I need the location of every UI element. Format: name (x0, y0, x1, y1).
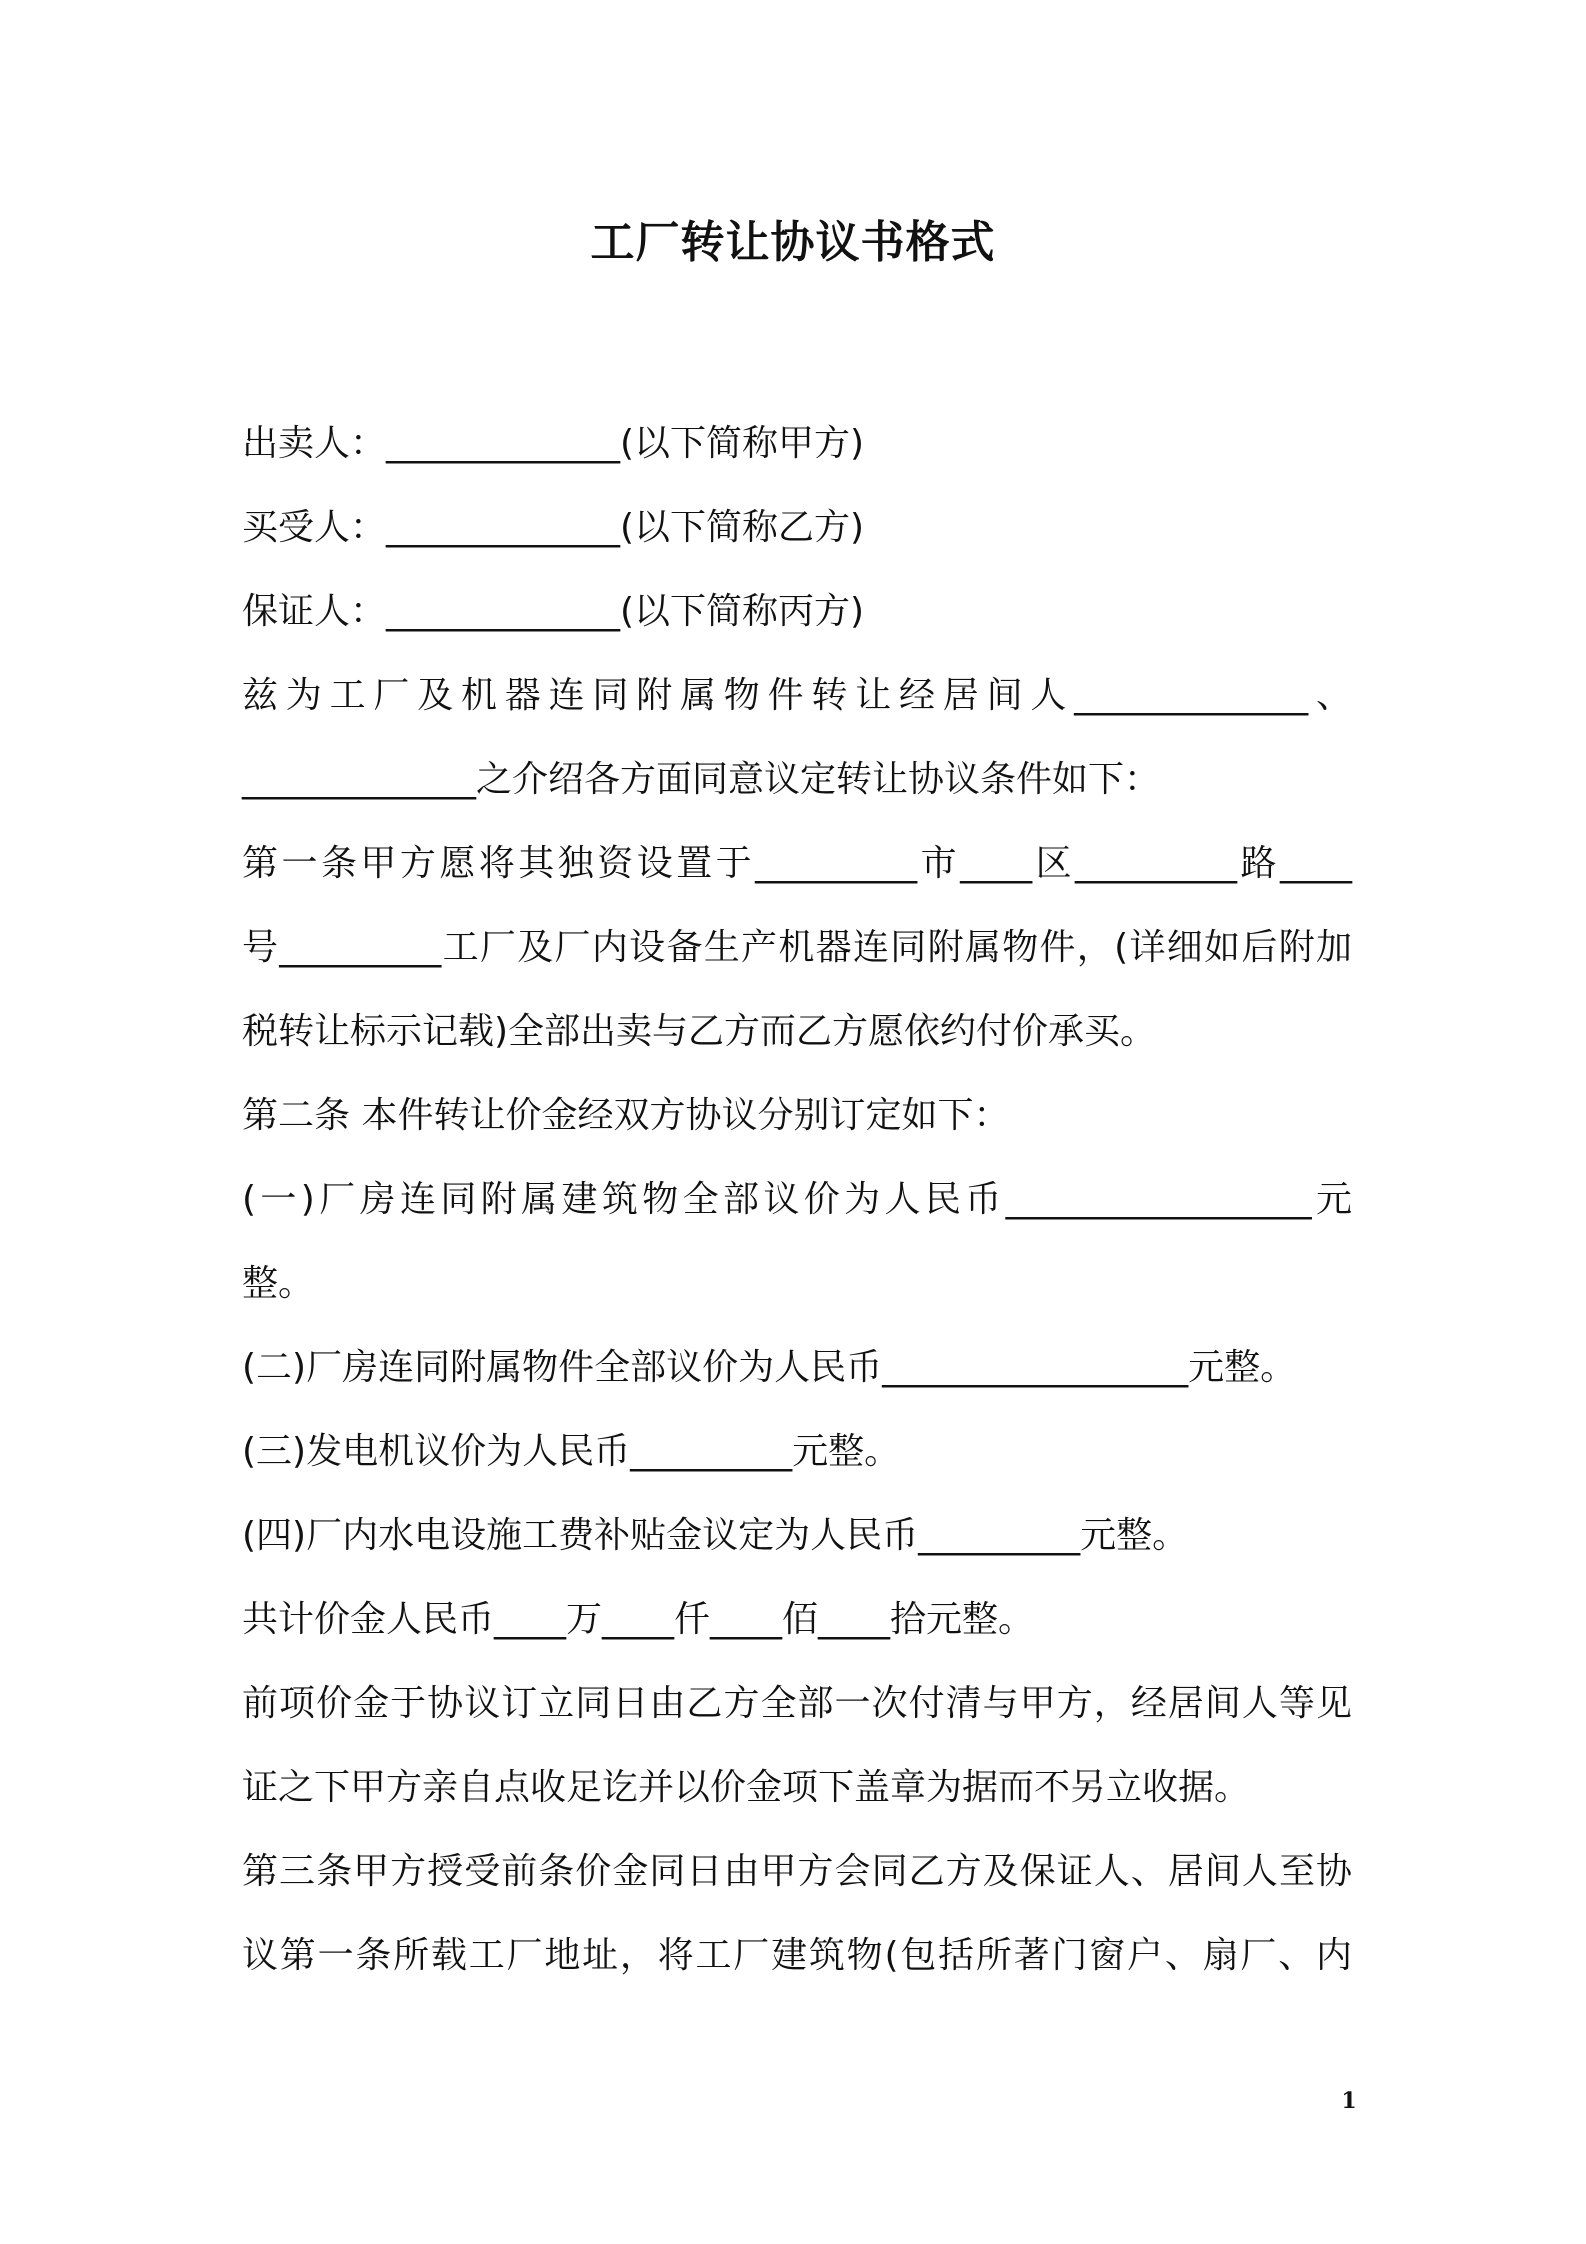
buyer-line: 买受人：_____________(以下简称乙方) (242, 507, 865, 548)
article-1-line-2: 号_________工厂及厂内设备生产机器连同附属物件，(详细如后附加 (242, 927, 1352, 968)
seller-line: 出卖人：_____________(以下简称甲方) (242, 423, 865, 464)
price-item-2: (二)厂房连同附属物件全部议价为人民币_________________元整。 (242, 1347, 1297, 1388)
intro-line-2: _____________之介绍各方面同意议定转让协议条件如下： (242, 759, 1161, 800)
document-body (242, 402, 1352, 1998)
price-total: 共计价金人民币____万____仟____佰____拾元整。 (242, 1599, 1035, 1640)
price-item-1-line-2: 整。 (242, 1263, 315, 1304)
price-item-1-line-1: (一)厂房连同附属建筑物全部议价为人民币_________________元 (242, 1179, 1352, 1220)
page-number: 1 (1341, 2088, 1357, 2114)
article-1-line-3: 税转让标示记载)全部出卖与乙方而乙方愿依约付价承买。 (242, 1011, 1157, 1052)
intro-line-1: 兹为工厂及机器连同附属物件转让经居间人_____________、 (242, 675, 1352, 716)
article-2-heading: 第二条 本件转让价金经双方协议分别订定如下： (242, 1095, 1010, 1136)
article-3-line-1: 第三条甲方授受前条价金同日由甲方会同乙方及保证人、居间人至协 (242, 1851, 1352, 1892)
price-item-4: (四)厂内水电设施工费补贴金议定为人民币_________元整。 (242, 1515, 1189, 1556)
payment-line-1: 前项价金于协议订立同日由乙方全部一次付清与甲方，经居间人等见 (242, 1683, 1352, 1724)
guarantor-line: 保证人：_____________(以下简称丙方) (242, 591, 865, 632)
article-3-line-2: 议第一条所载工厂地址，将工厂建筑物(包括所著门窗户、扇厂、内 (242, 1935, 1352, 1976)
article-1-line-1: 第一条甲方愿将其独资设置于_________市____区_________路____ (242, 843, 1352, 884)
document-title: 工厂转让协议书格式 (590, 217, 996, 268)
payment-line-2: 证之下甲方亲自点收足讫并以价金项下盖章为据而不另立收据。 (242, 1767, 1251, 1808)
price-item-3: (三)发电机议价为人民币_________元整。 (242, 1431, 901, 1472)
